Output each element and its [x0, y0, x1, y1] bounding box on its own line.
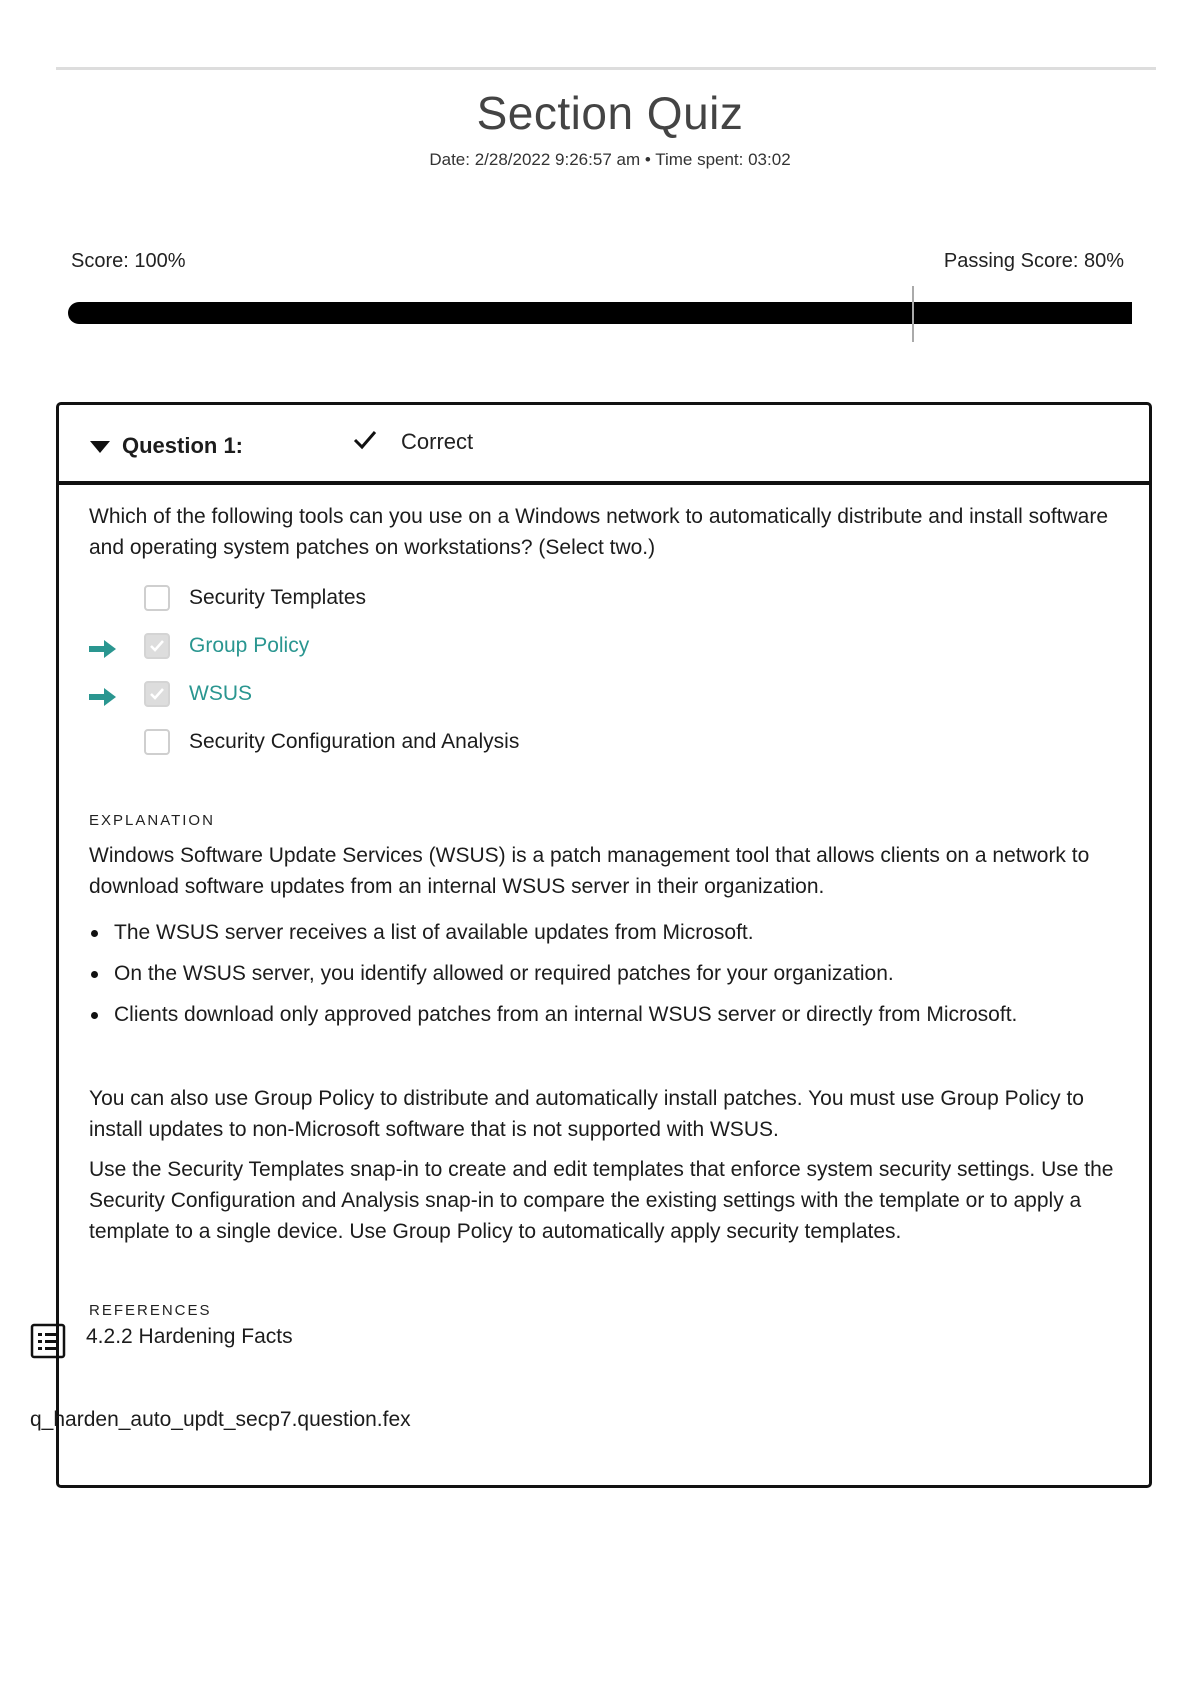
explanation-list [89, 917, 1119, 1040]
checkmark-icon [352, 427, 378, 453]
score-bar [68, 302, 1132, 324]
arrow-right-icon [89, 687, 117, 707]
list-document-icon[interactable] [30, 1323, 66, 1359]
reference-link[interactable]: 4.2.2 Hardening Facts [86, 1325, 293, 1348]
option-checkbox [144, 681, 170, 707]
explanation-intro: Windows Software Update Services (WSUS) is a patch management tool that allows clients on a network to download software updates from an internal WSUS server in their organization. [89, 844, 1090, 898]
question-file-id: q_harden_auto_updt_secp7.question.fex [30, 1408, 411, 1431]
option-security-config-analysis [89, 727, 989, 763]
top-divider [56, 67, 1156, 70]
question-header[interactable] [59, 405, 1149, 485]
passing-score-label: Passing Score: 80% [943, 250, 1124, 272]
references-heading: REFERENCES [89, 1302, 212, 1319]
caret-down-icon[interactable] [90, 441, 110, 453]
question-label: Question 1: [122, 433, 244, 458]
option-label: Security Templates [189, 586, 367, 609]
option-checkbox [144, 729, 170, 755]
option-security-templates [89, 583, 989, 619]
score-bar-fill [68, 302, 1132, 324]
option-checkbox [144, 633, 170, 659]
list-item: Clients download only approved patches from an internal WSUS server or directly from Microsoft. [89, 999, 1119, 1030]
explanation-paragraph: You can also use Group Policy to distribute and automatically install patches. You must use Group Policy to install updates to non-Microsoft software that is not supported with WSUS. [89, 1087, 1084, 1141]
result-status: Correct [401, 429, 474, 454]
list-item: The WSUS server receives a list of available updates from Microsoft. [89, 917, 1119, 948]
quiz-meta: Date: 2/28/2022 9:26:57 am • Time spent: 03:02 [429, 150, 791, 169]
explanation-heading: EXPLANATION [89, 812, 215, 829]
option-group-policy [89, 631, 989, 667]
passing-score-marker [912, 286, 914, 342]
explanation-paragraph: Use the Security Templates snap-in to create and edit templates that enforce system security settings. Use the Security Configuration and Analysis snap-in to compare the existing settings with the template or to apply a template to a single device. Use Group Policy to automatically apply security templates. [89, 1158, 1114, 1243]
option-label: Security Configuration and Analysis [189, 730, 520, 753]
option-label: WSUS [189, 682, 252, 705]
arrow-right-icon [89, 639, 117, 659]
question-text: Which of the following tools can you use on a Windows network to automatically distribute and install software and operating system patches on workstations? (Select two.) [89, 505, 1109, 559]
page-title: Section Quiz [476, 87, 744, 139]
score-label: Score: 100% [71, 250, 186, 272]
option-wsus [89, 679, 989, 715]
option-label: Group Policy [189, 634, 310, 657]
list-item: On the WSUS server, you identify allowed or required patches for your organization. [89, 958, 1119, 989]
option-checkbox [144, 585, 170, 611]
